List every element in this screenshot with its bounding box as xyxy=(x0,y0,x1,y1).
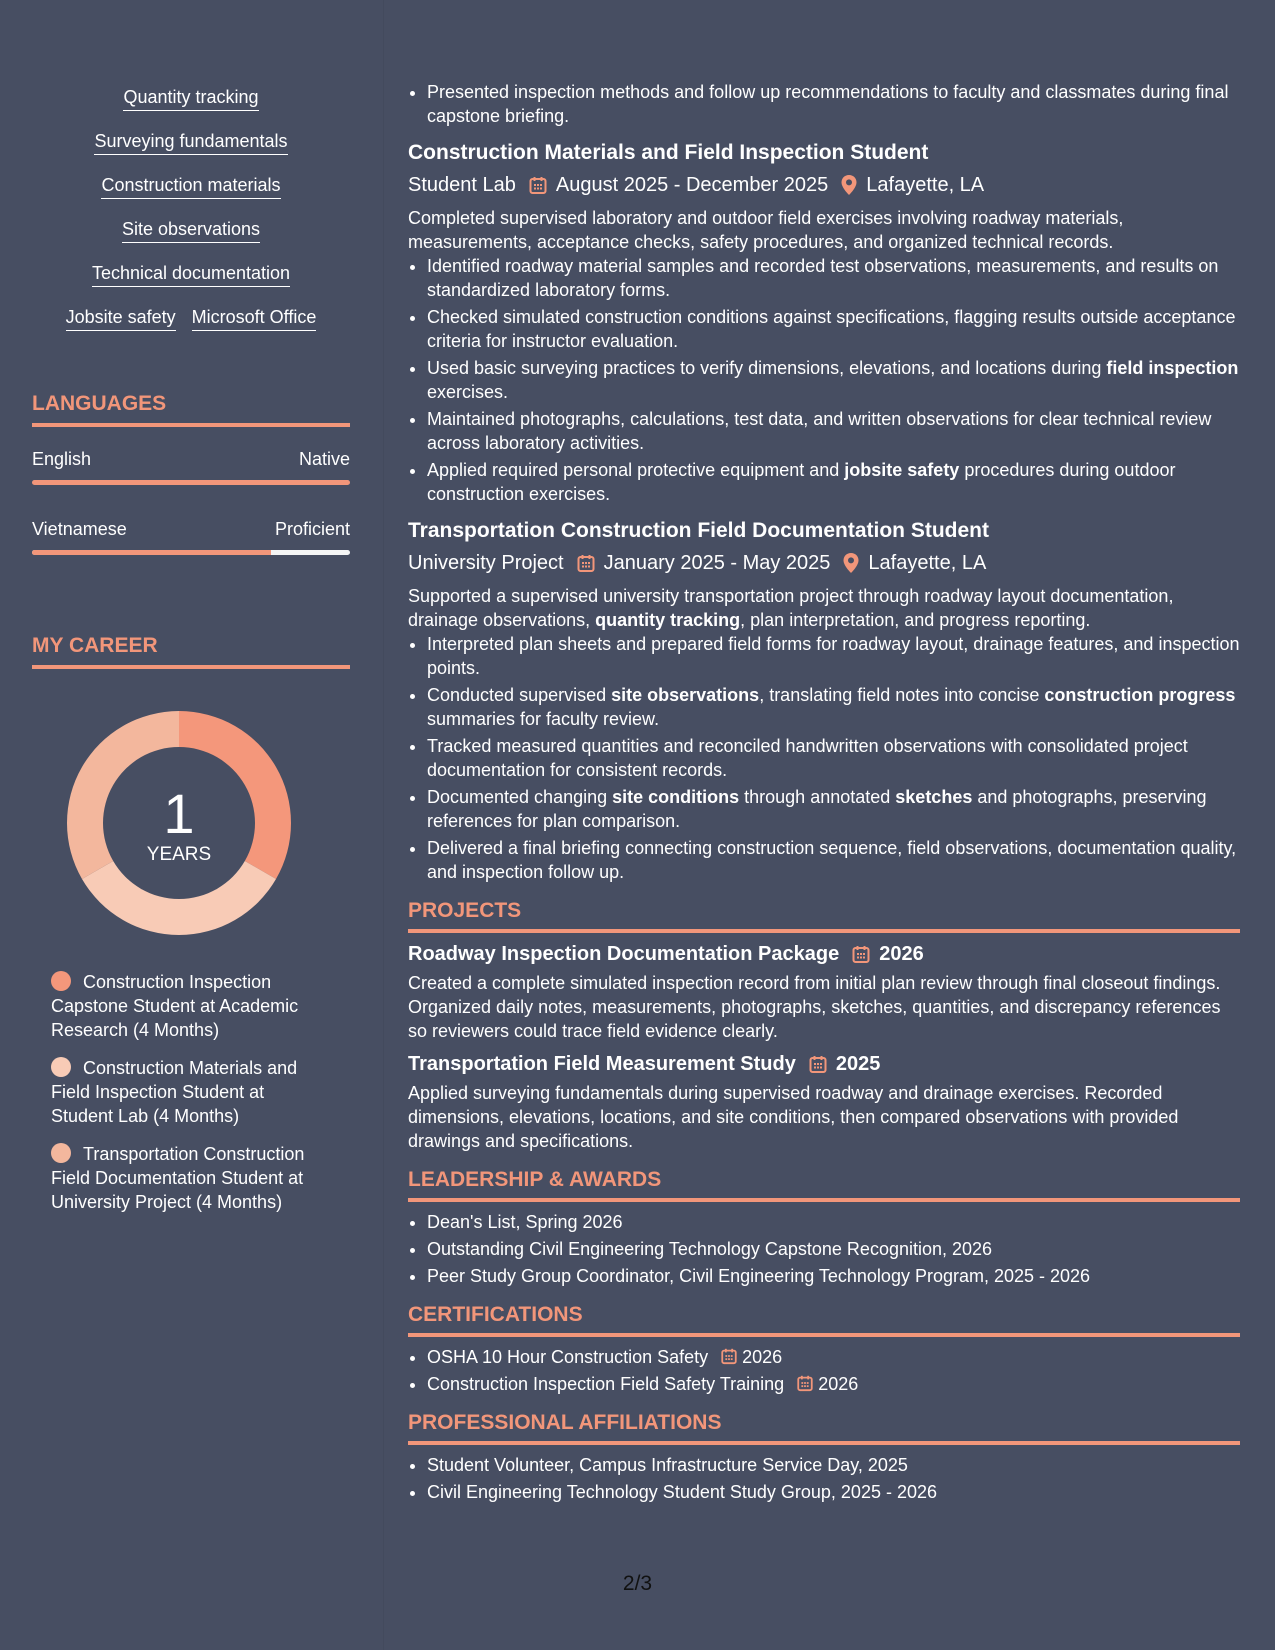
calendar-icon xyxy=(796,1374,814,1392)
job-entry xyxy=(408,140,1240,506)
certification-name: OSHA 10 Hour Construction Safety xyxy=(427,1347,709,1367)
certifications-list xyxy=(408,1345,1240,1396)
skill-tag[interactable]: Jobsite safety xyxy=(66,306,176,331)
certification-item xyxy=(427,1345,1240,1369)
skill-row xyxy=(32,306,350,331)
job-organization: University Project xyxy=(408,552,564,574)
skill-tag[interactable]: Quantity tracking xyxy=(123,86,258,111)
career-legend-text: Construction Inspection Capstone Student at Academic Research (4 Months) xyxy=(51,972,299,1040)
project-entry xyxy=(408,1051,1240,1153)
skill-row xyxy=(32,174,350,199)
career-years-value: 1 xyxy=(163,782,195,845)
career-legend-item xyxy=(51,1056,331,1128)
skill-row xyxy=(32,218,350,243)
job-title: Transportation Construction Field Documentation Student xyxy=(408,519,989,542)
skill-tag[interactable]: Site observations xyxy=(122,218,260,243)
project-title xyxy=(408,941,1240,967)
career-legend-text: Transportation Construction Field Documentation Student at University Project (4 Months) xyxy=(51,1144,305,1212)
sidebar xyxy=(0,0,384,1650)
affiliations-heading: PROFESSIONAL AFFILIATIONS xyxy=(408,1410,1240,1445)
projects-heading: PROJECTS xyxy=(408,898,1240,933)
calendar-icon xyxy=(528,175,548,195)
project-name: Roadway Inspection Documentation Package xyxy=(408,943,840,965)
job-summary: Completed supervised laboratory and outdoor field exercises involving roadway materials, measurements, acceptance checks, safety procedures, and organized technical records. xyxy=(408,208,1124,252)
bullet-item: • Tracked measured quantities and reconciled handwritten observations with consolidated project documentation for consistent records. xyxy=(427,734,1240,782)
skill-tag[interactable]: Microsoft Office xyxy=(192,306,317,331)
language-level: Proficient xyxy=(274,519,350,539)
bullet-item: • Identified roadway material samples and recorded test observations, measurements, and results on standardized laboratory forms. xyxy=(427,254,1240,302)
job-location: Lafayette, LA xyxy=(868,552,987,574)
career-legend-text: Construction Materials and Field Inspection Student at Student Lab (4 Months) xyxy=(51,1058,298,1126)
previous-job-bullets xyxy=(408,80,1240,128)
skill-tag[interactable]: Surveying fundamentals xyxy=(94,130,287,155)
project-year: 2025 xyxy=(835,1053,881,1075)
job-meta xyxy=(408,550,1240,576)
languages-heading: LANGUAGES xyxy=(32,391,350,427)
job-location: Lafayette, LA xyxy=(866,174,985,196)
affiliations-list xyxy=(408,1453,1240,1504)
bullet-item: • Interpreted plan sheets and prepared field forms for roadway layout, drainage features, and inspection points. xyxy=(427,632,1240,680)
project-title xyxy=(408,1051,1240,1077)
language-name: English xyxy=(32,449,92,469)
location-pin-icon xyxy=(840,174,858,196)
page-number: 2/3 xyxy=(622,1572,653,1595)
legend-dot xyxy=(51,1143,71,1163)
bullet-item: • Presented inspection methods and follow up recommendations to faculty and classmates during final capstone briefing. xyxy=(427,80,1240,128)
language-row xyxy=(32,448,350,470)
affiliation-item: • Student Volunteer, Campus Infrastructure Service Day, 2025 xyxy=(427,1453,1240,1477)
skill-tag[interactable]: Construction materials xyxy=(101,174,280,199)
certification-year: 2026 xyxy=(818,1374,859,1394)
career-legend-item xyxy=(51,1142,331,1214)
career-heading: MY CAREER xyxy=(32,633,350,669)
career-years-label: YEARS xyxy=(146,844,212,865)
skill-row xyxy=(32,130,350,155)
job-entry xyxy=(408,518,1240,884)
language-proficiency-fill xyxy=(32,480,350,485)
job-organization: Student Lab xyxy=(408,174,516,196)
skills-list xyxy=(32,86,350,350)
award-item: • Outstanding Civil Engineering Technology Capstone Recognition, 2026 xyxy=(427,1237,1240,1261)
bullet-item: • Documented changing site conditions through annotated sketches and photographs, preserving references for plan comparison. xyxy=(427,785,1240,833)
bullet-item: • Checked simulated construction conditions against specifications, flagging results outside acceptance criteria for instructor evaluation. xyxy=(427,305,1240,353)
job-bullets xyxy=(408,254,1240,506)
project-description: Applied surveying fundamentals during supervised roadway and drainage exercises. Recorded dimensions, elevations, locations, and site conditions, then compared observations with provided drawings and specifications. xyxy=(408,1083,1179,1151)
skill-row xyxy=(32,86,350,111)
certification-name: Construction Inspection Field Safety Training xyxy=(427,1374,785,1394)
project-entry xyxy=(408,941,1240,1043)
career-legend-item xyxy=(51,970,331,1042)
language-proficiency-fill xyxy=(32,550,271,555)
language-proficiency-bar xyxy=(32,480,350,485)
job-dates: January 2025 - May 2025 xyxy=(603,552,831,574)
language-row xyxy=(32,518,350,540)
award-item: • Peer Study Group Coordinator, Civil Engineering Technology Program, 2025 - 2026 xyxy=(427,1264,1240,1288)
legend-dot xyxy=(51,1057,71,1077)
legend-dot xyxy=(51,971,71,991)
calendar-icon xyxy=(808,1054,828,1074)
job-summary: Supported a supervised university transportation project through roadway layout documentation, drainage observations, quantity tracking, plan interpretation, and progress reporting. xyxy=(408,586,1174,630)
calendar-icon xyxy=(720,1347,738,1365)
language-item xyxy=(32,448,350,485)
project-description: Created a complete simulated inspection record from initial plan review through final closeout findings. Organized daily notes, measurements, photographs, sketches, quantities, and discrepancy references so reviewers could trace field evidence clearly. xyxy=(408,973,1221,1041)
job-dates: August 2025 - December 2025 xyxy=(555,174,829,196)
job-meta xyxy=(408,172,1240,198)
location-pin-icon xyxy=(842,552,860,574)
bullet-item: • Used basic surveying practices to verify dimensions, elevations, and locations during field inspection exercises. xyxy=(427,356,1240,404)
calendar-icon xyxy=(576,553,596,573)
bullet-item: • Maintained photographs, calculations, test data, and written observations for clear technical review across laboratory activities. xyxy=(427,407,1240,455)
certifications-heading: CERTIFICATIONS xyxy=(408,1302,1240,1337)
career-legend xyxy=(51,970,331,1228)
language-proficiency-bar xyxy=(32,550,350,555)
language-name: Vietnamese xyxy=(32,519,127,539)
bullet-item: • Delivered a final briefing connecting construction sequence, field observations, documentation quality, and inspection follow up. xyxy=(427,836,1240,884)
skill-row xyxy=(32,262,350,287)
awards-list xyxy=(408,1210,1240,1288)
language-level: Native xyxy=(298,449,350,469)
bullet-item: • Applied required personal protective equipment and jobsite safety procedures during outdoor construction exercises. xyxy=(427,458,1240,506)
awards-heading: LEADERSHIP & AWARDS xyxy=(408,1167,1240,1202)
project-year: 2026 xyxy=(879,943,924,965)
bullet-item: • Conducted supervised site observations, translating field notes into concise construction progress summaries for faculty review. xyxy=(427,683,1240,731)
project-name: Transportation Field Measurement Study xyxy=(408,1053,796,1075)
language-item xyxy=(32,518,350,555)
career-donut-chart xyxy=(66,710,292,936)
affiliation-item: • Civil Engineering Technology Student Study Group, 2025 - 2026 xyxy=(427,1480,1240,1504)
certification-year: 2026 xyxy=(742,1347,783,1367)
calendar-icon xyxy=(851,944,871,964)
job-title: Construction Materials and Field Inspection Student xyxy=(408,141,929,164)
skill-tag[interactable]: Technical documentation xyxy=(92,262,290,287)
job-bullets xyxy=(408,632,1240,884)
main-content xyxy=(408,80,1240,1507)
award-item: • Dean's List, Spring 2026 xyxy=(427,1210,1240,1234)
certification-item xyxy=(427,1372,1240,1396)
